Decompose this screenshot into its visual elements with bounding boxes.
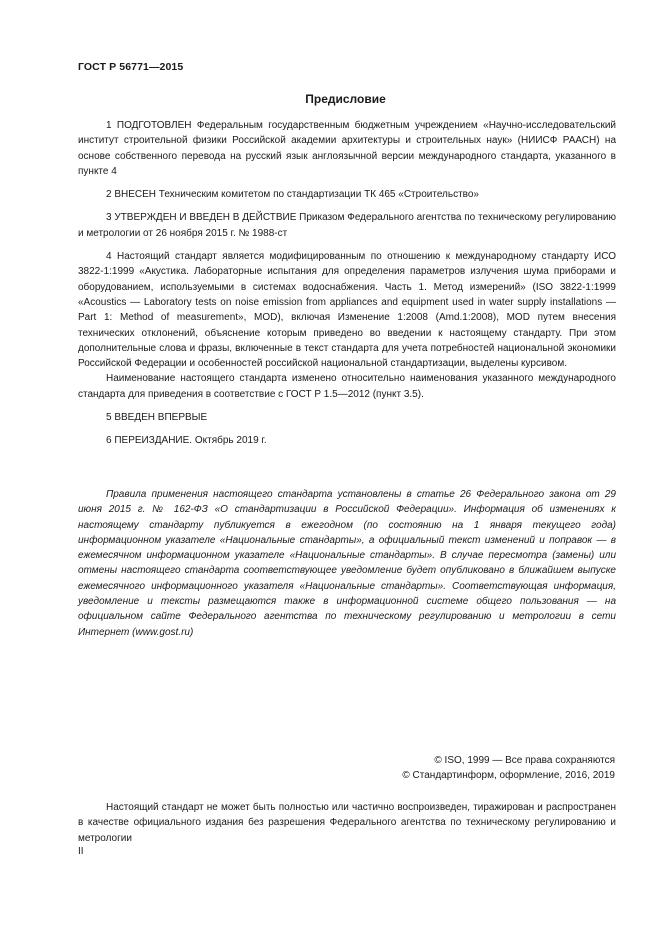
preface-item-1: 1 ПОДГОТОВЛЕН Федеральным государственным бюджетным учреждением «Научно-исследовательский институт строительной физики Российской академии архитектуры и строительных наук» (НИИСФ РААСН) на основе собственного перевода на русский язык англоязычной версии международного стандарта, указанного в пункте 4 [78,120,616,177]
preface-item-2: 2 ВНЕСЕН Техническим комитетом по стандартизации ТК 465 «Строительство» [106,189,479,201]
rules-notice-text: Правила применения настоящего стандарта установлены в статье 26 Федерального закона от 29 июня 2015 г. № 162-ФЗ «О стандартизации в Российской Федерации». Информация об изменениях к настоящему стандарту публикуется в ежегодном (по состоянию на 1 января текущего года) информационном указателе «Национальные стандарты», а официальный текст изменений и поправок — в ежемесячном информационном указателе «Национальные стандарты». В случае пересмотра (замены) или отмены настоящего стандарта соответствующее уведомление будет опубликовано в ближайшем выпуске ежемесячного информационного указателя «Национальные стандарты». Соответствующая информация, уведомление и тексты размещаются также в информационной системе общего пользования — на официальном сайте Федерального агентства по техническому регулированию и метрологии в сети Интернет (www.gost.ru) [78,489,616,638]
preface-body [78,118,616,449]
reproduction-notice-text: Настоящий стандарт не может быть полностью или частично воспроизведен, тиражирован и распространен в качестве официального издания без разрешения Федерального агентства по техническому регулированию и метрологии [78,802,616,844]
copyright-standartinform: © Стандартинформ, оформление, 2016, 2019 [402,770,615,782]
preface-item-4-note: Наименование настоящего стандарта изменено относительно наименования указанного международного стандарта для приведения в соответствие с ГОСТ Р 1.5—2012 (пункт 3.5). [78,373,616,400]
preface-item-6: 6 ПЕРЕИЗДАНИЕ. Октябрь 2019 г. [106,435,267,447]
page-title: Предисловие [305,92,386,106]
copyright-block [402,753,615,784]
preface-item-3: 3 УТВЕРЖДЕН И ВВЕДЕН В ДЕЙСТВИЕ Приказом Федерального агентства по техническому регулированию и метрологии от 26 ноября 2015 г. № 1988-ст [78,212,616,239]
copyright-iso: © ISO, 1999 — Все права сохраняются [434,755,615,766]
rules-notice [78,487,616,640]
preface-item-5: 5 ВВЕДЕН ВПЕРВЫЕ [106,412,208,424]
standard-code: ГОСТ Р 56771—2015 [78,61,184,73]
preface-item-4: 4 Настоящий стандарт является модифицированным по отношению к международному стандарту ИСО 3822-1:1999 «Акустика. Лабораторные испытания для определения параметров излучения шума приборами и оборудованием, используемыми в системах водоснабжения. Часть 1. Метод измерений» (ISO 3822-1:1999 «Acoustics — Laboratory tests on noise emission from appliances and equipment used in water supply installations — Part 1: Method of measurement», MOD), включая Изменение 1:2008 (Amd.1:2008), MOD путем внесения технических отклонений, объяснение которым приведено во введении к настоящему стандарту. При этом дополнительные слова и фразы, включенные в текст стандарта для учета потребностей национальной экономики Российской Федерации и особенностей российской национальной стандартизации, выделены курсивом. [78,251,616,370]
reproduction-notice [78,800,616,846]
page-number: II [78,846,84,857]
